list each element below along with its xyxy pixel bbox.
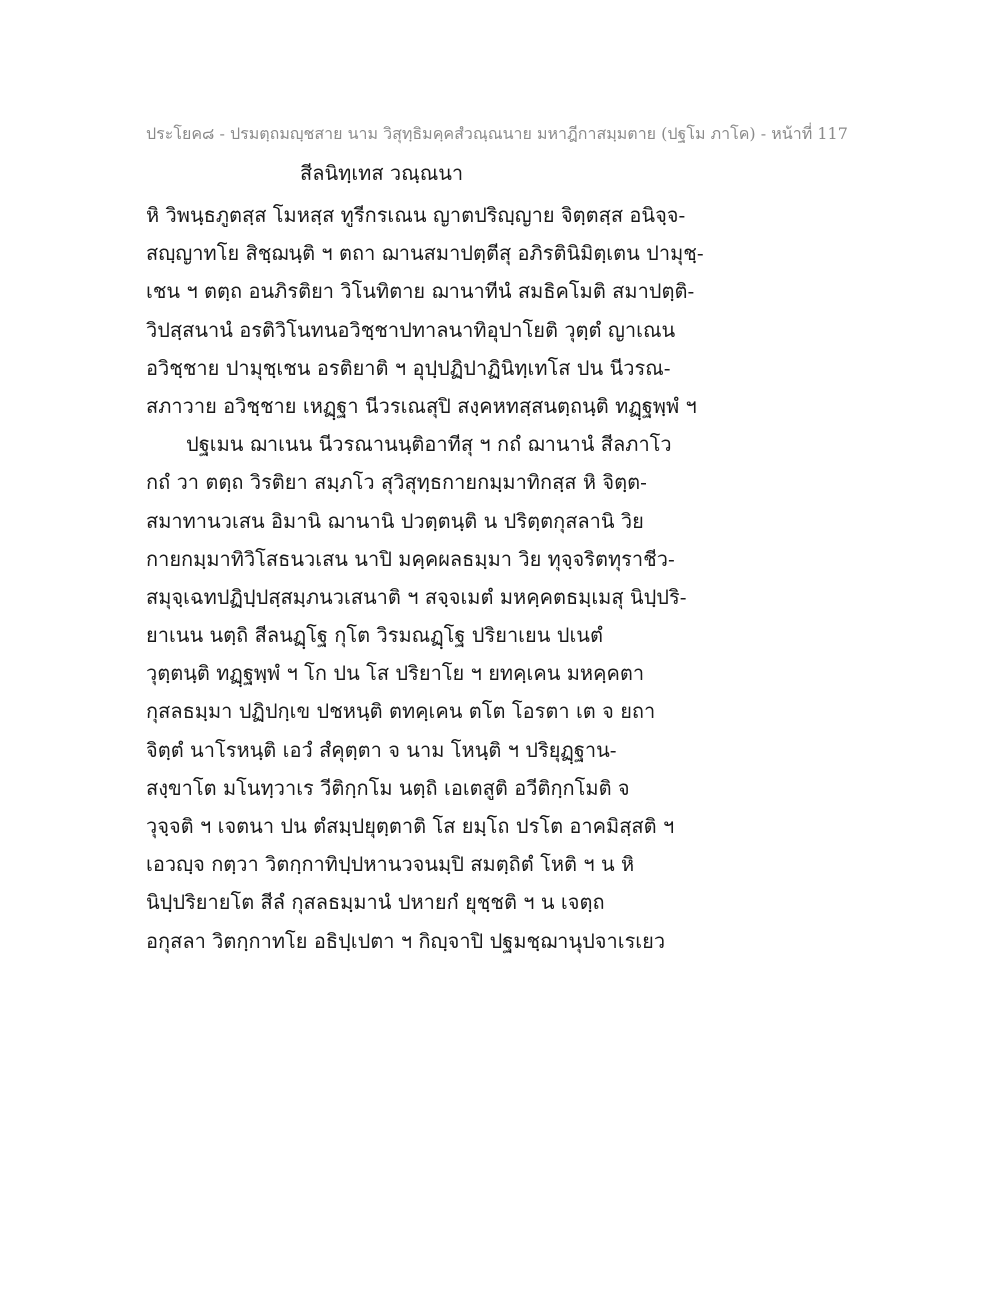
text-line: กถํ วา ตตฺถ วิรติยา สมฺภโว สุวิสุทฺธกายกมฺมาทิกสฺส หิ จิตฺต- [146, 470, 647, 495]
text-line: เชน ฯ ตตฺถ อนภิรติยา วิโนทิตาย ฌานาทีนํ สมธิคโมติ สมาปตฺติ- [146, 279, 695, 304]
text-line: วิปสฺสนานํ อรติวิโนทนอวิชฺชาปทาลนาทิอุปาโยติ วุตฺตํ ญาเณน [146, 317, 676, 342]
text-line: สมาทานวเสน อิมานิ ฌานานิ ปวตฺตนฺติ น ปริตฺตกุสลานิ วิย [146, 508, 644, 533]
text-line: สญฺญาทโย สิชฺฌนฺติ ฯ ตถา ฌานสมาปตฺตีสุ อภิรตินิมิตฺเตน ปามุชฺ- [146, 241, 704, 266]
text-line: จิตฺตํ นาโรหนฺติ เอวํ สํคุตฺตา จ นาม โหนฺติ ฯ ปริยุฏฺฐาน- [146, 737, 617, 762]
paragraph-start-line: ปฐเมน ฌาเนน นีวรณานนฺติอาทีสุ ฯ กถํ ฌานานํ สีลภาโว [186, 432, 672, 457]
section-title: สีลนิทฺเทส วณฺณนา [300, 161, 464, 185]
text-line: อวิชฺชาย ปามุชฺเชน อรติยาติ ฯ อุปฺปฏิปาฏินิทฺเทโส ปน นีวรณ- [146, 355, 671, 380]
text-line: เอวญฺจ กตฺวา วิตกฺกาทิปฺปหานวจนมฺปิ สมตฺถิตํ โหติ ฯ น หิ [146, 852, 635, 877]
text-line: วุจฺจติ ฯ เจตนา ปน ตํสมฺปยุตฺตาติ โส ยมฺโถ ปรโต อาคมิสฺสติ ฯ [146, 814, 675, 838]
text-line: หิ วิพนฺธภูตสฺส โมหสฺส ทูรีกรเณน ญาตปริญฺญาย จิตฺตสฺส อนิจฺจ- [146, 203, 686, 227]
running-header: ประโยค๘ - ปรมตฺถมญฺชสาย นาม วิสุทฺธิมคฺคสํวณฺณนาย มหาฎีกาสมฺมตาย (ปฐโม ภาโค) - หน้าที่ 117 [146, 124, 848, 143]
body-text [146, 196, 866, 960]
text-line: กุสลธมฺมา ปฏิปกฺเข ปชหนฺติ ตทคฺเคน ตโต โอรตา เต จ ยถา [146, 699, 656, 724]
text-line: อกุสลา วิตกฺกาทโย อธิปฺเปตา ฯ กิญฺจาปิ ปฐมชฺฌานุปจาเรเยว [146, 928, 666, 953]
text-line: สงฺขาโต มโนทฺวาเร วีติกฺกโม นตฺถิ เอเตสูติ อวีติกฺกโมติ จ [146, 775, 630, 800]
text-line: สมุจฺเฉทปฏิปฺปสฺสมฺภนวเสนาติ ฯ สจฺจเมตํ มหคฺคตธมฺเมสุ นิปฺปริ- [146, 584, 687, 609]
text-line: ยาเนน นตฺถิ สีลนฏฺโฐ กุโต วิรมณฏฺโฐ ปริยาเยน ปเนตํ [146, 623, 603, 648]
text-line: กายกมฺมาทิวิโสธนวเสน นาปิ มคฺคผลธมฺมา วิย ทุจฺจริตทุราชีว- [146, 546, 675, 571]
text-line: วุตฺตนฺติ ทฏฺฐพฺพํ ฯ โก ปน โส ปริยาโย ฯ ยทคฺเคน มหคฺคตา [146, 661, 645, 686]
text-line: สภาวาย อวิชฺชาย เหฏฺฐา นีวรเณสุปิ สงฺคหทสฺสนตฺถนฺติ ทฏฺฐพฺพํ ฯ [146, 393, 697, 418]
text-line: นิปฺปริยายโต สีลํ กุสลธมฺมานํ ปหายกํ ยุชฺชติ ฯ น เจตฺถ [146, 890, 605, 915]
